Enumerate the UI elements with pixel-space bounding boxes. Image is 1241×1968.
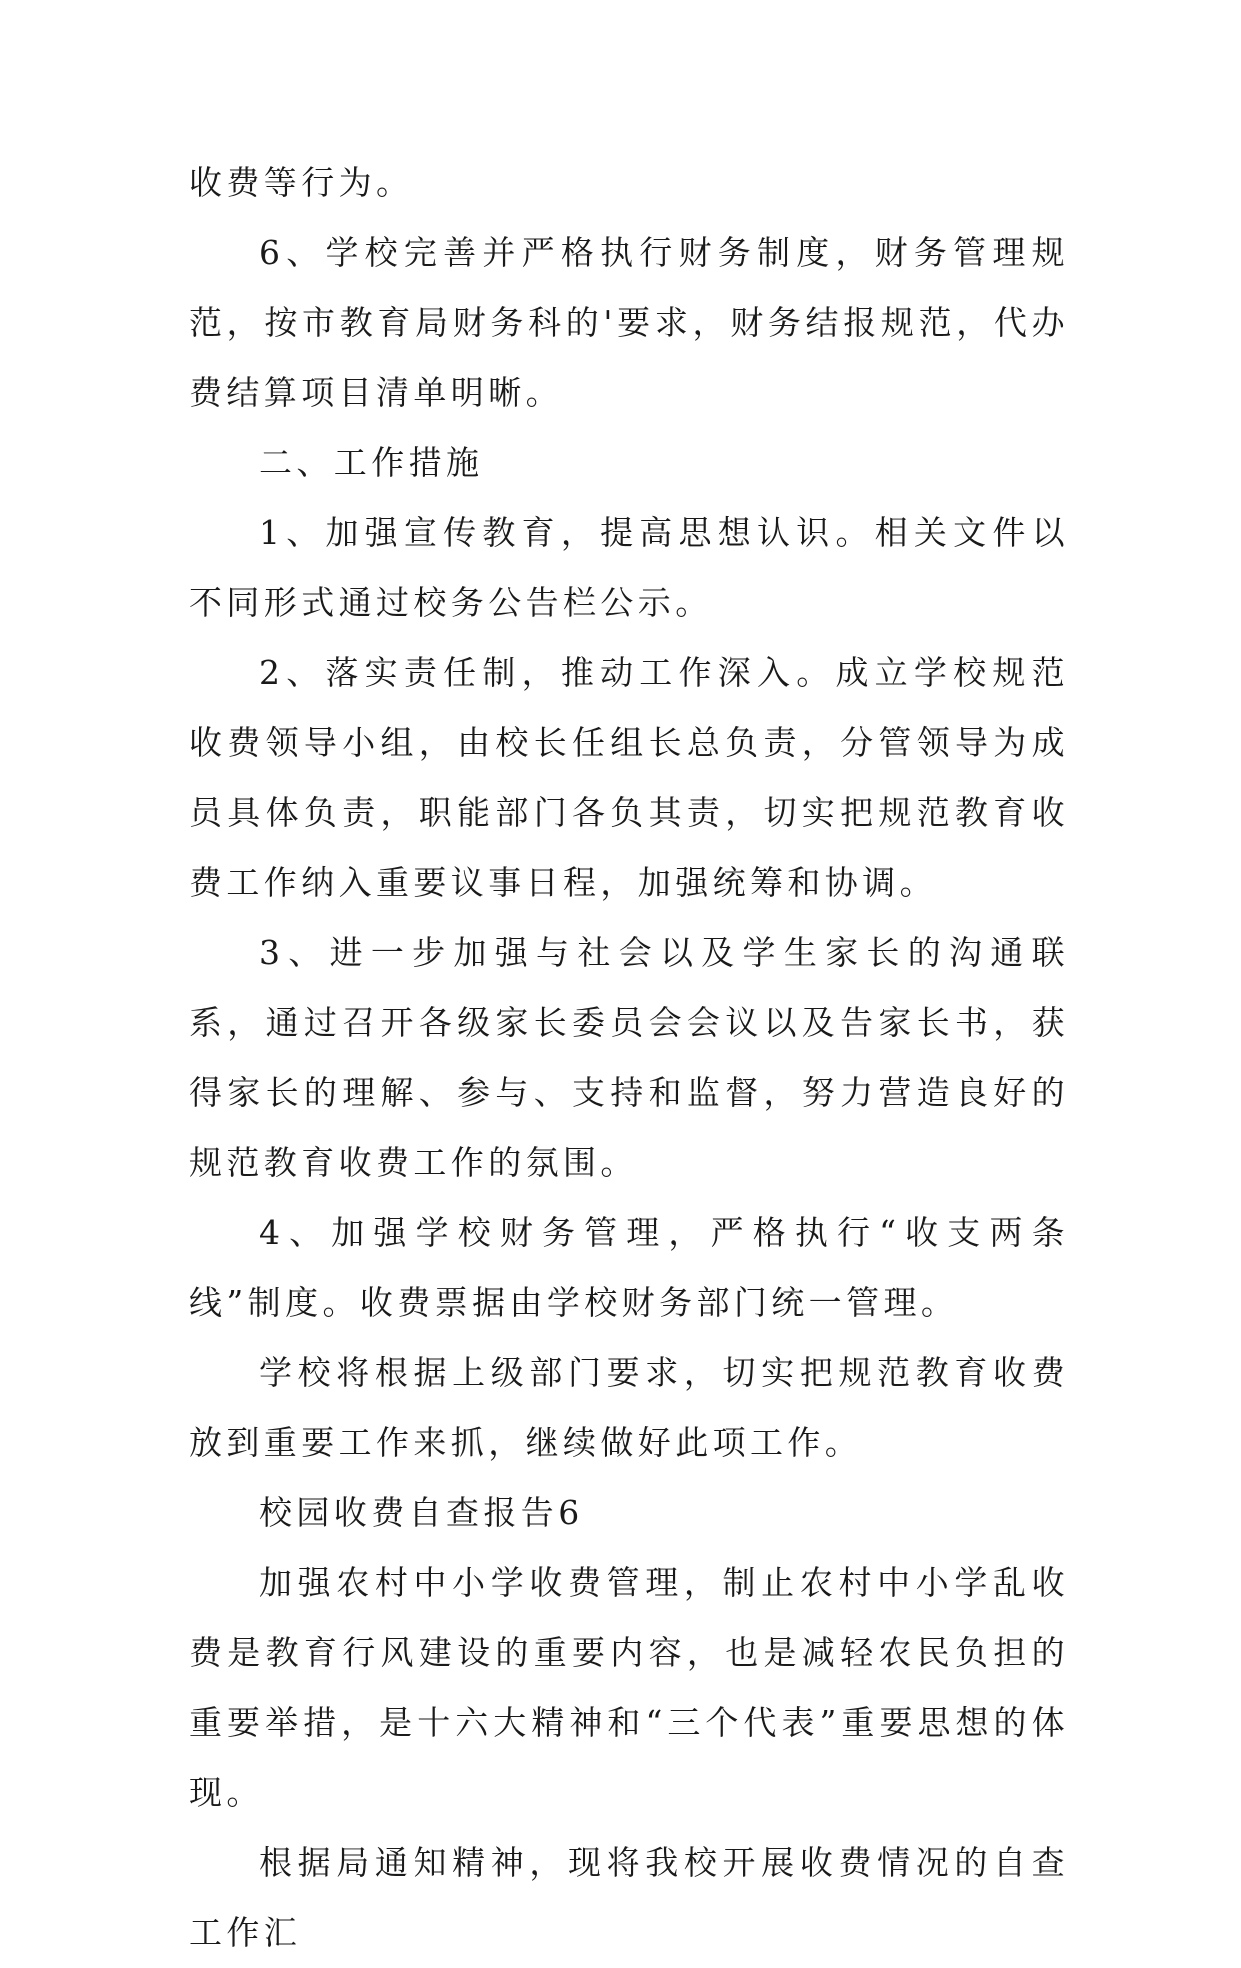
- paragraph-measure-1: 1、加强宣传教育，提高思想认识。相关文件以不同形式通过校务公告栏公示。: [189, 513, 1069, 622]
- paragraph-self-inspection: 根据局通知精神，现将我校开展收费情况的自查工作汇: [189, 1843, 1069, 1952]
- paragraph-measure-4: 4、加强学校财务管理，严格执行“收支两条线”制度。收费票据由学校财务部门统一管理。: [189, 1213, 1069, 1322]
- paragraph-measure-3: 3、进一步加强与社会以及学生家长的沟通联系，通过召开各级家长委员会会议以及告家长书，获得家长的理解、参与、支持和监督，努力营造良好的规范教育收费工作的氛围。: [189, 933, 1069, 1182]
- document-body: [189, 148, 1069, 1968]
- report-title-6: 校园收费自查报告6: [259, 1493, 584, 1532]
- paragraph-conclusion: 学校将根据上级部门要求，切实把规范教育收费放到重要工作来抓，继续做好此项工作。: [189, 1353, 1069, 1462]
- section-heading-work-measures: 二、工作措施: [259, 443, 484, 482]
- paragraph-fee-behaviors: 收费等行为。: [189, 163, 414, 202]
- paragraph-measure-2: 2、落实责任制，推动工作深入。成立学校规范收费领导小组，由校长任组长总负责，分管领导为成员具体负责，职能部门各负其责，切实把规范教育收费工作纳入重要议事日程，加强统筹和协调。: [189, 653, 1069, 902]
- paragraph-item-6-finance: 6、学校完善并严格执行财务制度，财务管理规范，按市教育局财务科的'要求，财务结报规范，代办费结算项目清单明晰。: [189, 233, 1069, 412]
- paragraph-rural-fee-management: 加强农村中小学收费管理，制止农村中小学乱收费是教育行风建设的重要内容，也是减轻农民负担的重要举措，是十六大精神和“三个代表”重要思想的体现。: [189, 1563, 1069, 1812]
